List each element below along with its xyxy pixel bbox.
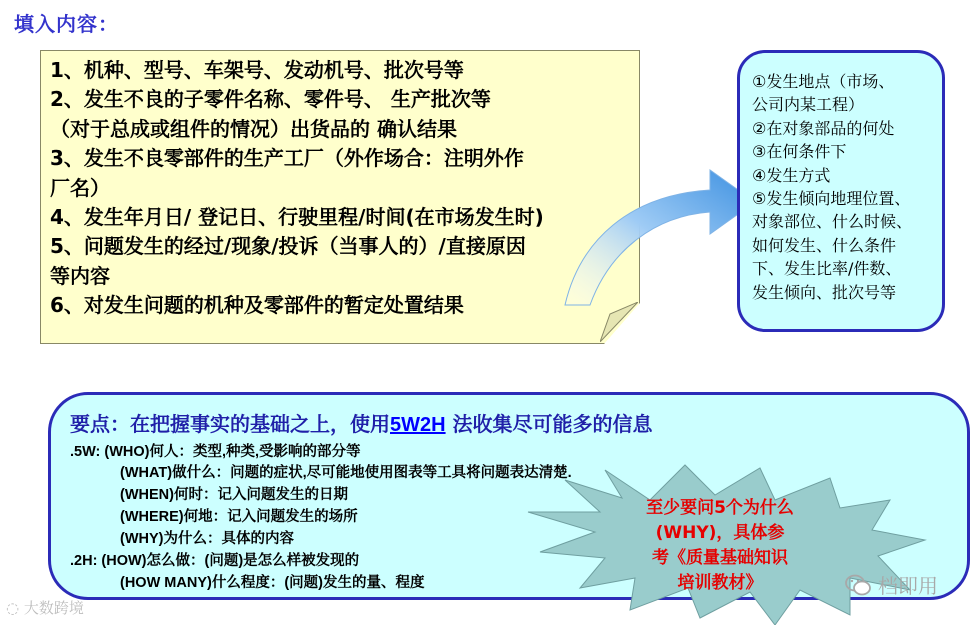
details-line: ④发生方式 (752, 165, 831, 185)
details-line: 公司内某工程） (752, 95, 865, 115)
details-line: 如何发生、什么条件 (752, 235, 897, 255)
keypoint-line: (WHAT)做什么：问题的症状,尽可能地使用图表等工具将问题表达清楚. (120, 465, 572, 481)
page-title: 填入内容： (14, 12, 119, 36)
content-item: 3、发生不良零部件的生产工厂（外作场合：注明外作 (50, 146, 524, 171)
details-line: ⑤发生倾向地理位置、 (752, 189, 911, 209)
keypoint-suffix: 法收集尽可能多的信息 (445, 412, 653, 436)
content-item: 6、对发生问题的机种及零部件的暂定处置结果 (50, 293, 464, 318)
content-item: 5、问题发生的经过/现象/投诉（当事人的）/直接原因 (50, 234, 526, 259)
callout-line: 至少要问5个为什么 (646, 498, 794, 518)
content-item: 等内容 (50, 263, 110, 288)
callout-text (600, 496, 840, 596)
details-line: ①发生地点（市场、 (752, 72, 895, 91)
details-line: 发生倾向、批次号等 (752, 282, 897, 302)
keypoint-line: (WHERE)何地：记入问题发生的场所 (120, 509, 358, 525)
callout-line: 考《质量基础知识 (652, 548, 788, 568)
content-item: 2、发生不良的子零件名称、零件号、 生产批次等 (50, 87, 491, 112)
keypoint-prefix: 要点：在把握事实的基础之上，使用 (70, 412, 390, 436)
details-line: ②在对象部品的何处 (752, 118, 895, 138)
watermark-left-text: 大数跨境 (23, 599, 84, 617)
keypoint-keyword: 5W2H (390, 414, 446, 436)
callout-line: (WHY)，具体参 (655, 523, 785, 543)
keypoint-line: .5W: (WHO)何人：类型,种类,受影响的部分等 (70, 444, 361, 460)
keypoint-line: (HOW MANY)什么程度：(问题)发生的量、程度 (120, 575, 425, 591)
keypoint-heading (70, 408, 653, 437)
details-line: 对象部位、什么时候、 (752, 212, 913, 232)
keypoint-line: .2H: (HOW)怎么做：(问题)是怎么样被发现的 (70, 553, 360, 569)
watermark-right: 档即用 (878, 574, 938, 598)
content-item: 厂名） (50, 175, 110, 200)
content-item: 4、发生年月日/ 登记日、行驶里程/时间(在市场发生时) (50, 205, 544, 230)
wechat-icon (844, 573, 872, 597)
callout-line: 培训教材》 (677, 573, 763, 593)
watermark-logo-icon: ◌ (6, 599, 24, 617)
details-list (752, 70, 942, 304)
keypoint-line: (WHEN)何时：记入问题发生的日期 (120, 487, 348, 503)
details-line: ③在何条件下 (752, 142, 847, 162)
details-line: 下、发生比率/件数、 (752, 259, 902, 279)
content-list (50, 56, 635, 321)
keypoint-line: (WHY)为什么：具体的内容 (120, 531, 294, 547)
watermark-left (6, 597, 84, 618)
content-item: （对于总成或组件的情况）出货品的 确认结果 (50, 116, 457, 141)
content-item: 1、机种、型号、车架号、发动机号、批次号等 (50, 58, 464, 82)
curved-arrow-icon (560, 150, 760, 310)
